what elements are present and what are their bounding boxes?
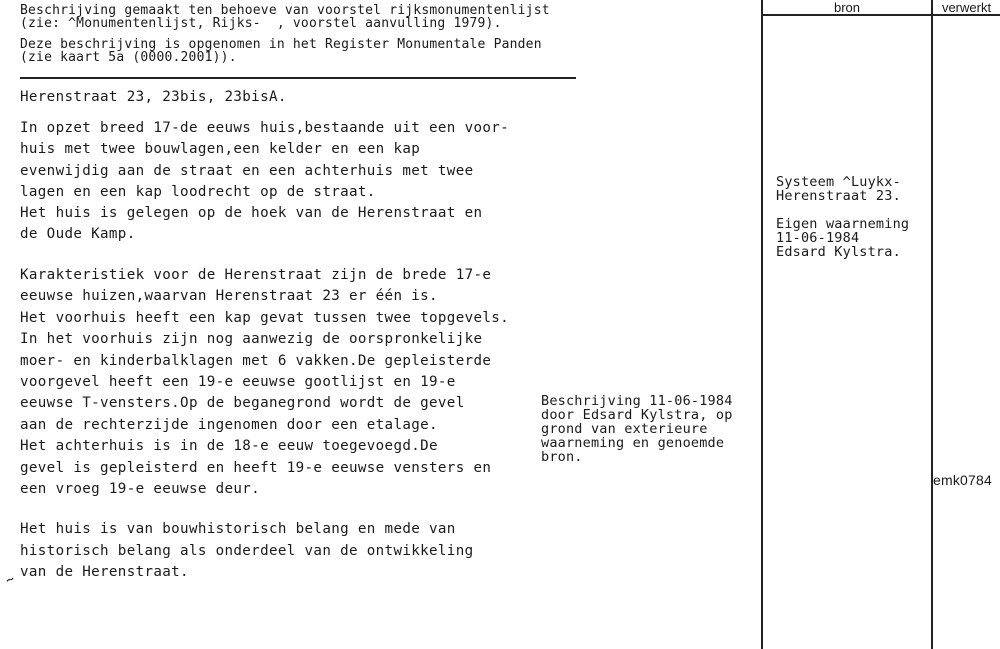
stray-pen-mark: ~ [3,570,18,590]
paragraph-line: voorgevel heeft een 19-e eeuwse gootlijst en 19-e [20,374,456,390]
paragraph-line: Karakteristiek voor de Herenstraat zijn de brede 17-e [20,267,492,283]
note-line: Beschrijving 11-06-1984 [541,393,733,409]
bron-column-header: bron [833,0,861,15]
paragraph-line: een vroeg 19-e eeuwse deur. [20,481,261,497]
paragraph-line: gevel is gepleisterd en heeft 19-e eeuwse vensters en [20,460,492,476]
header-line-2: (zie: ^Monumentenlijst, Rijks- , voorstel aanvulling 1979). [20,16,502,31]
verwerkt-code: emk0784 [933,472,992,488]
header-line-3: Deze beschrijving is opgenomen in het Register Monumentale Panden [20,37,542,52]
source-line: Herenstraat 23. [776,188,901,204]
paragraph-line: Het voorhuis heeft een kap gevat tussen twee topgevels. [20,310,510,326]
source-line: 11-06-1984 [776,230,860,246]
bron-column-left-rule [761,0,763,649]
header-line-1: Beschrijving gemaakt ten behoeve van voorstel rijksmonumentenlijst [20,3,550,18]
source-line: Systeem ^Luykx- [776,174,901,190]
note-line: waarneming en genoemde [541,435,725,451]
paragraph-line: Het huis is gelegen op de hoek van de Herenstraat en [20,205,483,221]
paragraph-line: van de Herenstraat. [20,564,189,580]
paragraph-line: evenwijdig aan de straat en een achterhuis met twee [20,163,474,179]
paragraph-line: Het huis is van bouwhistorisch belang en mede van [20,521,456,537]
paragraph-line: de Oude Kamp. [20,226,136,242]
paragraph-line: aan de rechterzijde ingenomen door een etalage. [20,417,438,433]
paragraph-line: eeuwse huizen,waarvan Herenstraat 23 er één is. [20,288,438,304]
paragraph-line: Het achterhuis is in de 18-e eeuw toegevoegd.De [20,438,438,454]
address-heading: Herenstraat 23, 23bis, 23bisA. [20,89,287,105]
paragraph-line: In het voorhuis zijn nog aanwezig de oorspronkelijke [20,331,483,347]
source-line: Eigen waarneming [776,216,910,232]
verwerkt-column-left-rule [931,0,933,649]
paragraph-line: huis met twee bouwlagen,een kelder en een kap [20,141,421,157]
paragraph-line: historisch belang als onderdeel van de ontwikkeling [20,543,474,559]
note-line: bron. [541,449,583,465]
paragraph-line: lagen en een kap loodrecht op de straat. [20,184,376,200]
paragraph-line: eeuwse T-vensters.Op de beganegrond wordt de gevel [20,395,465,411]
note-line: grond van exterieure [541,421,708,437]
source-line: Edsard Kylstra. [776,244,901,260]
paragraph-line: In opzet breed 17-de eeuws huis,bestaande uit een voor- [20,120,510,136]
paragraph-line: moer- en kinderbalklagen met 6 vakken.De gepleisterde [20,353,492,369]
header-line-4: (zie kaart 5a (0000.2001)). [20,50,237,65]
header-divider [20,77,576,79]
verwerkt-column-header: verwerkt [941,0,992,15]
note-line: door Edsard Kylstra, op [541,407,733,423]
